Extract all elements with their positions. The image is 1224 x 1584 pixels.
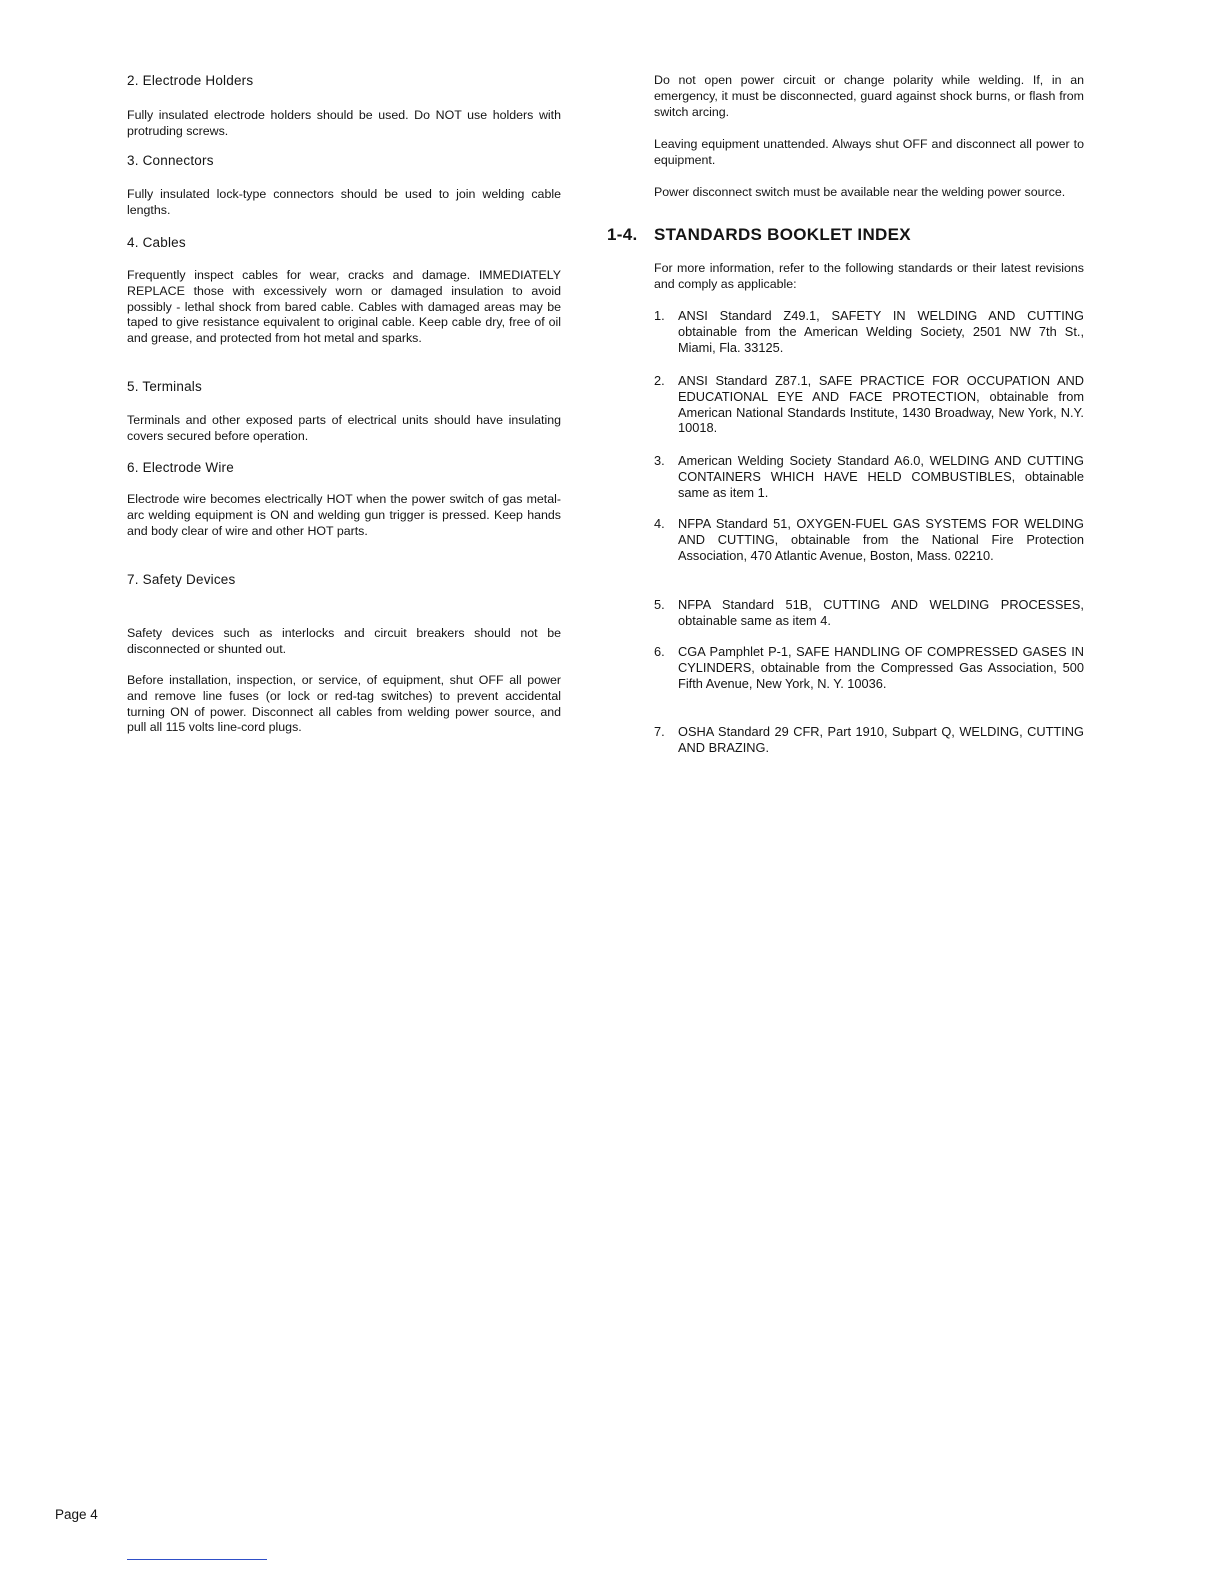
page-number: Page 4 [55,1507,98,1522]
standard-text: CGA Pamphlet P-1, SAFE HANDLING OF COMPRESSED GASES IN CYLINDERS, obtainable from the Compressed Gas Association, 500 Fifth Avenue, New York, N. Y. 10036. [678,644,1084,691]
section-number: 1-4. [607,225,638,244]
standard-number: 3. [654,453,665,468]
standard-text: OSHA Standard 29 CFR, Part 1910, Subpart Q, WELDING, CUTTING AND BRAZING. [678,724,1084,755]
paragraph-equipment-unattended: Leaving equipment unattended. Always shut OFF and disconnect all power to equipment. [654,137,1084,167]
standard-number: 1. [654,308,665,323]
section-heading [607,225,911,245]
standard-item [654,724,1084,756]
standard-number: 7. [654,724,665,739]
standard-number: 6. [654,644,665,659]
paragraph-safety-devices: Safety devices such as interlocks and circuit breakers should not be disconnected or shunted out. [127,626,561,656]
standard-text: NFPA Standard 51, OXYGEN-FUEL GAS SYSTEMS FOR WELDING AND CUTTING, obtainable from the National Fire Protection Association, 470 Atlantic Avenue, Boston, Mass. 02210. [678,516,1084,563]
heading-connectors: 3. Connectors [127,153,214,168]
heading-electrode-holders: 2. Electrode Holders [127,73,254,88]
footer-rule [127,1559,267,1560]
standard-item [654,308,1084,355]
paragraph-standards-intro: For more information, refer to the following standards or their latest revisions and comply as applicable: [654,261,1084,291]
standard-number: 4. [654,516,665,531]
standard-number: 5. [654,597,665,612]
standard-number: 2. [654,373,665,388]
paragraph-shut-off-power: Before installation, inspection, or service, of equipment, shut OFF all power and remove line fuses (or lock or red-tag switches) to prevent accidental turning ON of power. Disconnect all cables from welding power source, and pull all 115 volts line-cord plugs. [127,673,561,735]
standard-text: ANSI Standard Z87.1, SAFE PRACTICE FOR OCCUPATION AND EDUCATIONAL EYE AND FACE PROTECTION, obtainable from American National Standards Institute, 1430 Broadway, New York, N.Y. 10018. [678,373,1084,436]
paragraph-cables: Frequently inspect cables for wear, cracks and damage. IMMEDIATELY REPLACE those with excessively worn or damaged insulation to avoid possibly - lethal shock from bared cable. Cables with damaged areas may be taped to give resistance equivalent to original cable. Keep cable dry, free of oil and grease, and protected from hot metal and sparks. [127,268,561,346]
paragraph-electrode-holders: Fully insulated electrode holders should be used. Do NOT use holders with protruding screws. [127,108,561,138]
standard-item [654,644,1084,691]
standard-item [654,516,1084,563]
heading-terminals: 5. Terminals [127,379,202,394]
paragraph-power-circuit: Do not open power circuit or change polarity while welding. If, in an emergency, it must be disconnected, guard against shock burns, or flash from switch arcing. [654,73,1084,119]
standard-item [654,597,1084,629]
heading-safety-devices: 7. Safety Devices [127,572,236,587]
standard-text: ANSI Standard Z49.1, SAFETY IN WELDING AND CUTTING obtainable from the American Welding Society, 2501 NW 7th St., Miami, Fla. 33125. [678,308,1084,355]
paragraph-connectors: Fully insulated lock-type connectors should be used to join welding cable lengths. [127,187,561,217]
standard-text: NFPA Standard 51B, CUTTING AND WELDING PROCESSES, obtainable same as item 4. [678,597,1084,628]
heading-electrode-wire: 6. Electrode Wire [127,460,234,475]
paragraph-electrode-wire: Electrode wire becomes electrically HOT when the power switch of gas metal-arc welding equipment is ON and welding gun trigger is pressed. Keep hands and body clear of wire and other HOT parts. [127,492,561,538]
heading-cables: 4. Cables [127,235,186,250]
standard-item [654,373,1084,436]
section-title: STANDARDS BOOKLET INDEX [654,225,911,244]
standard-item [654,453,1084,500]
paragraph-terminals: Terminals and other exposed parts of electrical units should have insulating covers secured before operation. [127,413,561,443]
paragraph-power-disconnect: Power disconnect switch must be available near the welding power source. [654,185,1066,199]
standard-text: American Welding Society Standard A6.0, WELDING AND CUTTING CONTAINERS WHICH HAVE HELD COMBUSTIBLES, obtainable same as item 1. [678,453,1084,500]
